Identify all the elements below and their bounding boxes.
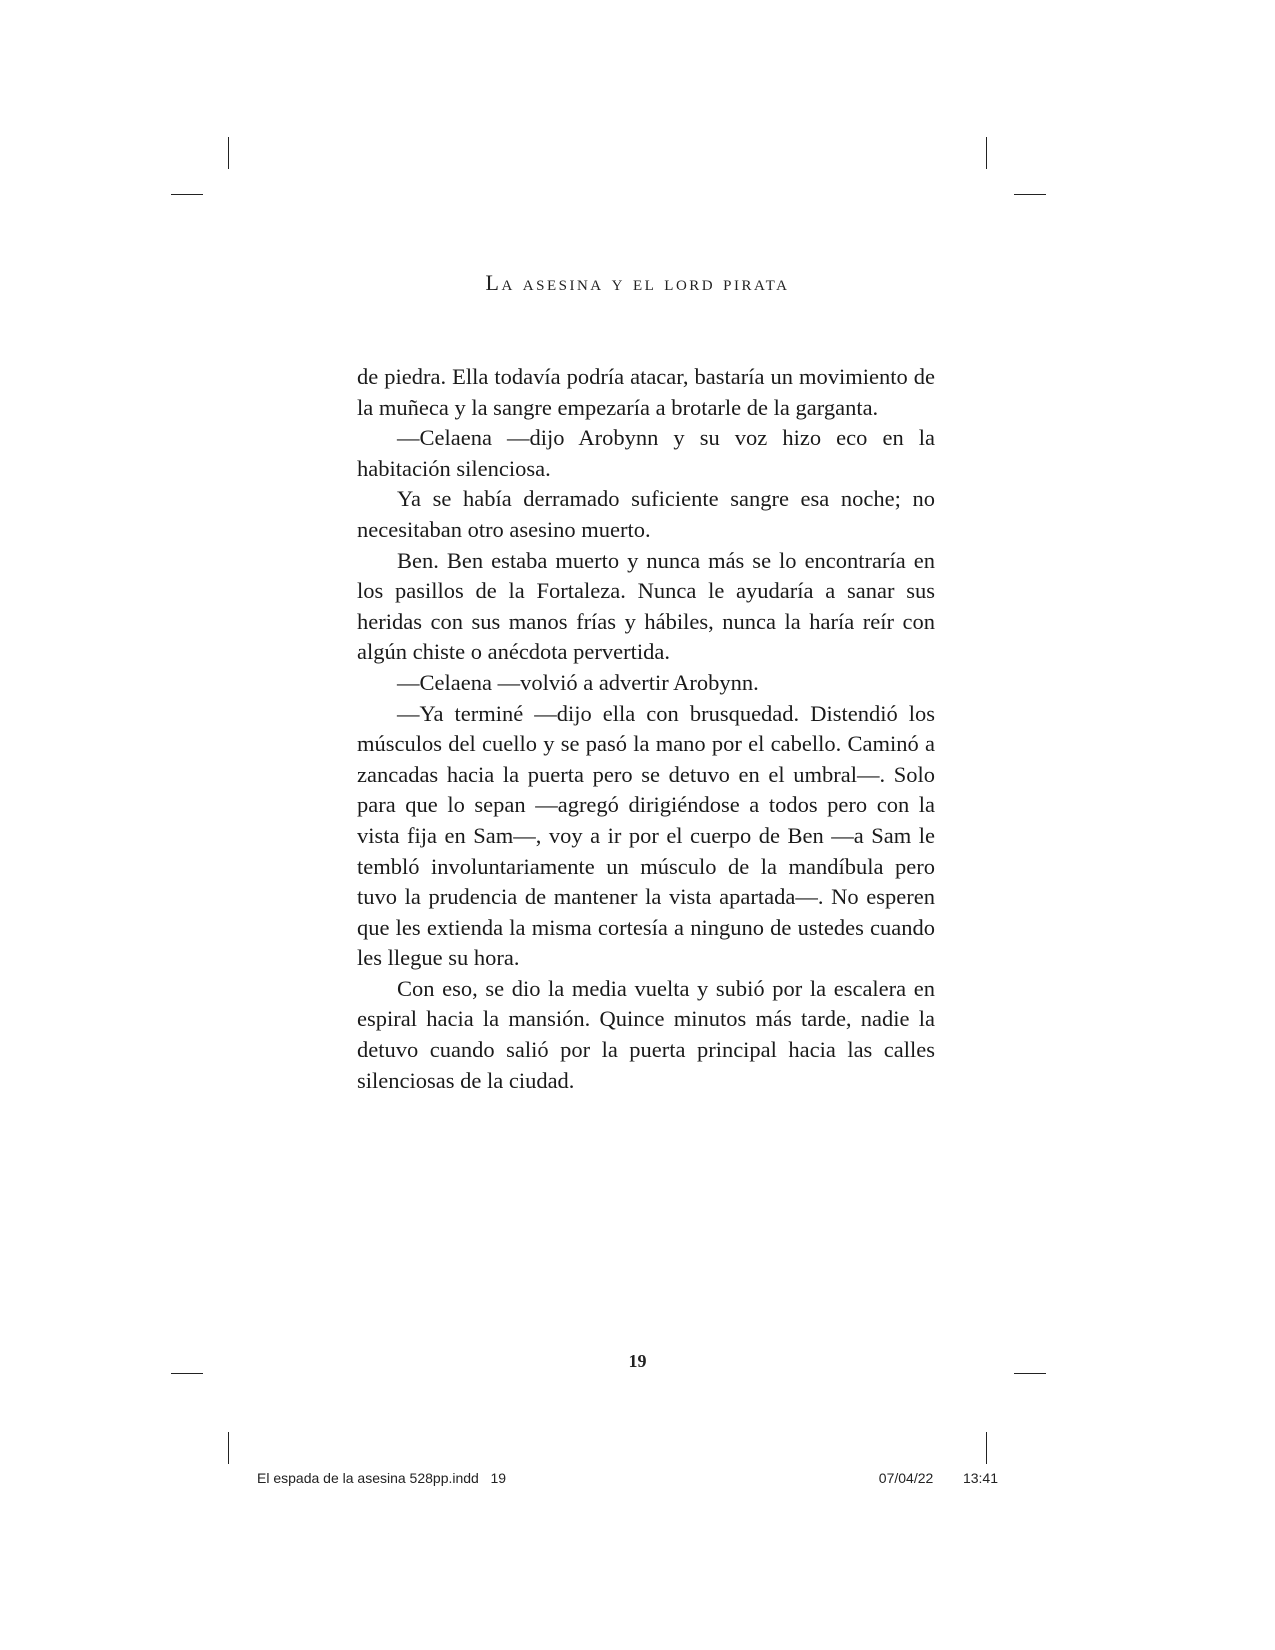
paragraph: Ben. Ben estaba muerto y nunca más se lo encontraría en los pasillos de la Fortaleza. Nunca le ayudaría a sanar sus heridas con sus manos frías y hábiles, nunca la haría reír con algún chiste o anécdota pervertida. [357, 547, 935, 665]
crop-mark-top-left-vertical [228, 137, 229, 169]
paragraph: Con eso, se dio la media vuelta y subió por la escalera en espiral hacia la mansión. Quince minutos más tarde, nadie la detuvo cuando salió por la puerta principal hacia las calles silenciosas de la ciudad. [357, 975, 935, 1093]
paragraph: —Celaena —volvió a advertir Arobynn. [397, 669, 759, 695]
running-head: La asesina y el lord pirata [485, 270, 790, 295]
paragraph: de piedra. Ella todavía podría atacar, bastaría un movimiento de la muñeca y la sangre empezaría a brotarle de la garganta. [357, 364, 935, 420]
paragraph: —Ya terminé —dijo ella con brusquedad. Distendió los músculos del cuello y se pasó la mano por el cabello. Caminó a zancadas hacia la puerta pero se detuvo en el umbral—. Solo para que lo sepan —agregó dirigiéndose a todos pero con la vista fija en Sam—, voy a ir por el cuerpo de Ben —a Sam le tembló involuntariamente un músculo de la mandíbula pero tuvo la prudencia de mantener la vista apartada—. No esperen que les extienda la misma cortesía a ninguno de ustedes cuando les llegue su hora. [357, 700, 935, 971]
paragraph: —Celaena —dijo Arobynn y su voz hizo eco en la habitación silenciosa. [357, 425, 935, 481]
crop-mark-bottom-left-horizontal [171, 1373, 203, 1374]
slug-file-name: El espada de la asesina 528pp.indd 19 [257, 1470, 507, 1486]
body-text [357, 362, 935, 1096]
slug-datetime: 07/04/22 13:41 [878, 1470, 998, 1486]
crop-mark-bottom-right-horizontal [1014, 1373, 1046, 1374]
crop-mark-top-right-horizontal [1014, 194, 1046, 195]
crop-mark-top-left-horizontal [171, 194, 203, 195]
crop-mark-bottom-left-vertical [228, 1432, 229, 1464]
paragraph: Ya se había derramado suficiente sangre esa noche; no necesitaban otro asesino muerto. [357, 486, 935, 542]
page-number: 19 [628, 1351, 647, 1371]
crop-mark-bottom-right-vertical [986, 1432, 987, 1464]
crop-mark-top-right-vertical [986, 137, 987, 169]
